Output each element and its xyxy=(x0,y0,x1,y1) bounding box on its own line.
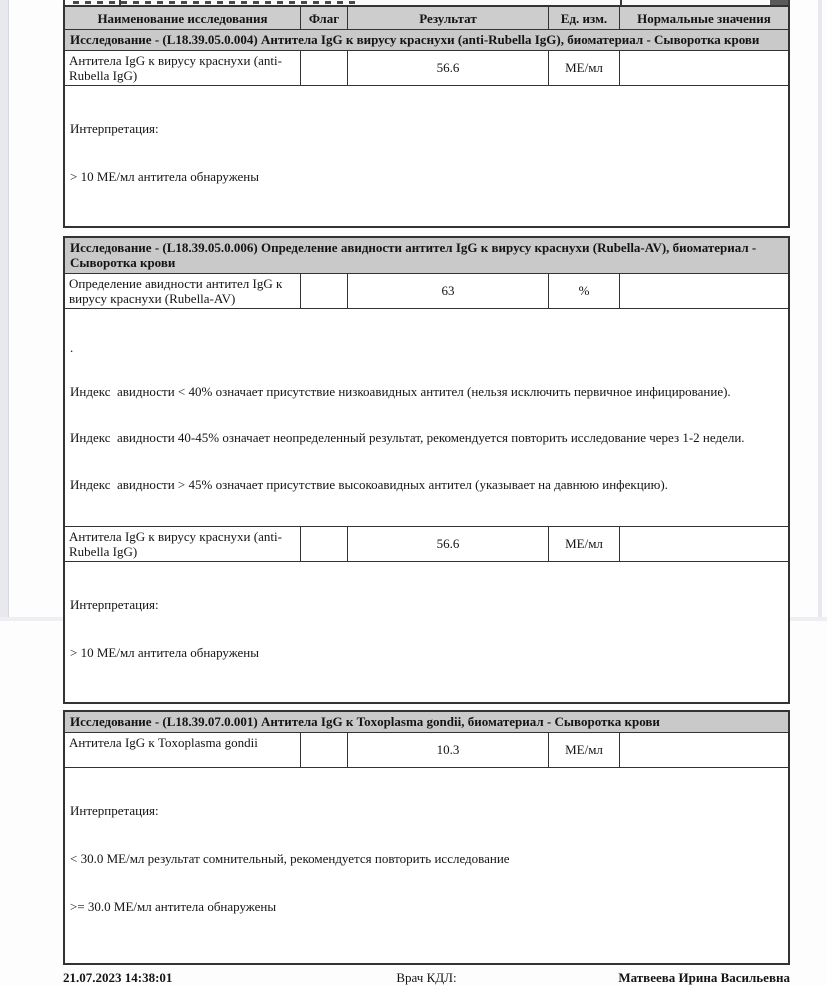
clipped-dark-cell-remnant xyxy=(770,0,790,5)
test-name-cell: Антитела IgG к вирусу краснухи (anti-Rubella IgG) xyxy=(65,51,301,85)
table-row xyxy=(65,51,788,86)
result-cell: 56.6 xyxy=(348,527,549,561)
column-header-result: Результат xyxy=(348,7,549,29)
scan-right-edge-artifact xyxy=(818,0,822,621)
interpretation-text xyxy=(65,768,515,963)
flag-cell xyxy=(301,274,348,308)
avidity-note-dot: . xyxy=(70,339,74,355)
interpretation-label: Интерпретация: xyxy=(70,802,159,818)
interpretation-row xyxy=(65,768,788,963)
doctor-label: Врач КДЛ: xyxy=(396,969,457,985)
units-cell: МЕ/мл xyxy=(549,51,620,85)
interpretation-line: > 10 МЕ/мл антитела обнаружены xyxy=(70,168,260,184)
report-footer xyxy=(63,970,790,986)
interpretation-label: Интерпретация: xyxy=(70,597,159,612)
units-cell: МЕ/мл xyxy=(549,527,620,561)
test-name-cell: Антитела IgG к Toxoplasma gondii xyxy=(65,733,301,767)
avidity-note-line: Индекс авидности 40-45% означает неопределенный результат, рекомендуется повторить исследование через 1-2 недели. xyxy=(70,430,745,445)
lab-report-page xyxy=(63,0,790,986)
interpretation-text xyxy=(65,86,264,226)
results-table-block-1 xyxy=(63,5,790,228)
flag-cell xyxy=(301,527,348,561)
interpretation-line: >= 30.0 МЕ/мл антитела обнаружены xyxy=(70,898,277,914)
interpretation-text xyxy=(65,562,264,702)
section-title-rubella-igg: Исследование - (L18.39.05.0.004) Антитела IgG к вирусу краснухи (anti-Rubella IgG), биоматериал - Сыворотка крови xyxy=(65,30,788,51)
avidity-note-line: Индекс авидности > 45% означает присутствие высокоавидных антител (указывает на давнюю инфекцию). xyxy=(70,476,668,492)
clipped-cell-divider xyxy=(620,0,622,5)
report-datetime: 21.07.2023 14:38:01 xyxy=(63,969,173,985)
clipped-text-remnant xyxy=(73,1,361,4)
results-table-block-3 xyxy=(63,710,790,965)
result-cell: 56.6 xyxy=(348,51,549,85)
interpretation-label: Интерпретация: xyxy=(70,120,159,136)
column-header-name: Наименование исследования xyxy=(65,7,301,29)
test-name-cell: Определение авидности антител IgG к вирусу краснухи (Rubella-AV) xyxy=(65,274,301,308)
column-header-units: Ед. изм. xyxy=(549,7,620,29)
normal-values-cell xyxy=(620,733,788,767)
table-header-row xyxy=(65,7,788,30)
block-gap xyxy=(63,228,790,236)
result-cell: 63 xyxy=(348,274,549,308)
interpretation-line: > 10 МЕ/мл антитела обнаружены xyxy=(70,645,260,660)
flag-cell xyxy=(301,733,348,767)
table-row xyxy=(65,274,788,309)
column-header-flag: Флаг xyxy=(301,7,348,29)
test-name-cell: Антитела IgG к вирусу краснухи (anti-Rubella IgG) xyxy=(65,527,301,561)
column-header-normal: Нормальные значения xyxy=(637,10,771,26)
units-cell: % xyxy=(549,274,620,308)
units-cell: МЕ/мл xyxy=(549,733,620,767)
results-table-block-2 xyxy=(63,236,790,705)
scan-left-edge-artifact xyxy=(0,0,9,621)
table-row xyxy=(65,527,788,562)
avidity-note xyxy=(65,309,788,528)
normal-values-cell xyxy=(620,274,788,308)
table-row xyxy=(65,733,788,768)
interpretation-line: < 30.0 МЕ/мл результат сомнительный, рекомендуется повторить исследование xyxy=(70,850,510,866)
normal-values-cell xyxy=(620,527,788,561)
interpretation-row xyxy=(65,562,788,702)
flag-cell xyxy=(301,51,348,85)
doctor-name: Матвеева Ирина Васильевна xyxy=(618,969,790,985)
avidity-note-line: Индекс авидности < 40% означает присутствие низкоавидных антител (нельзя исключить первичное инфицирование). xyxy=(70,383,731,399)
section-title-toxoplasma-igg: Исследование - (L18.39.07.0.001) Антитела IgG к Toxoplasma gondii, биоматериал - Сыворотка крови xyxy=(65,712,788,733)
normal-values-cell xyxy=(620,51,788,85)
clipped-row-artifact xyxy=(63,0,790,5)
interpretation-row xyxy=(65,86,788,226)
section-title-rubella-avidity: Исследование - (L18.39.05.0.006) Определение авидности антител IgG к вирусу краснухи (Rubella-AV), биоматериал - Сыворотка крови xyxy=(65,238,788,274)
result-cell: 10.3 xyxy=(348,733,549,767)
